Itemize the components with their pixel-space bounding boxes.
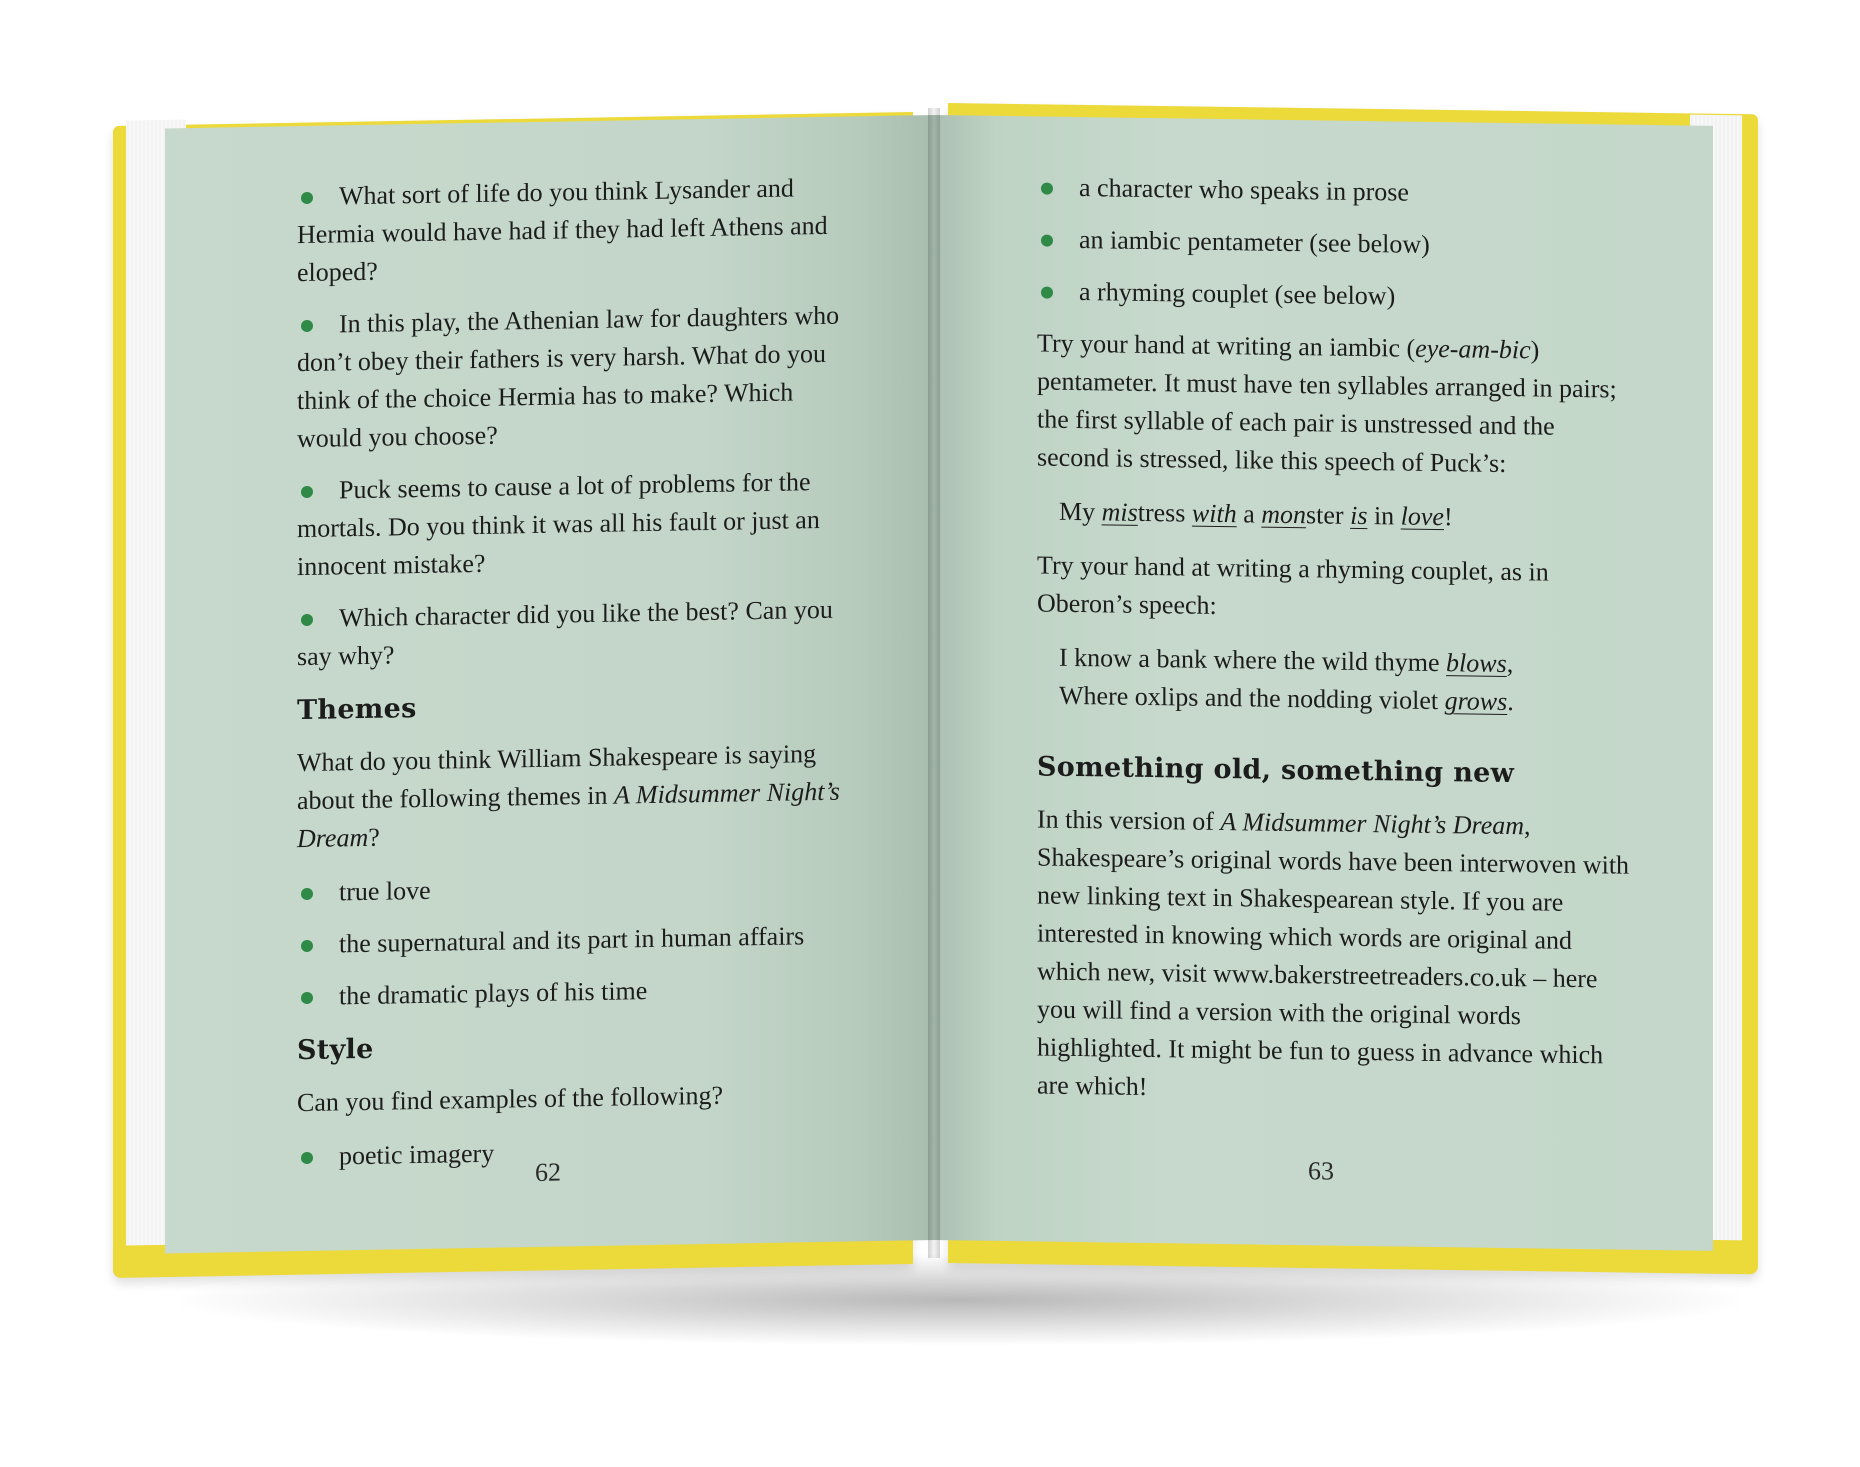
list-item: What sort of life do you think Lysander and Hermia would have had if they had left Athens and eloped?	[297, 173, 828, 288]
quote-line: I know a bank where the wild thyme blows,	[1059, 642, 1514, 679]
list-item: a character who speaks in prose	[1037, 168, 1633, 214]
list-item: true love	[297, 865, 840, 912]
bullet-icon	[1041, 183, 1053, 195]
bullet-icon	[301, 614, 313, 626]
oberon-quote	[1059, 639, 1633, 723]
page-number: 62	[535, 1157, 561, 1187]
style-heading: Style	[297, 1033, 374, 1067]
iambic-paragraph: Try your hand at writing an iambic (eye-am-bic) pentameter. It must have ten syllables arranged in pairs; the first syllable of each pair is unstressed and the second is stressed, like this speech of Puck’s:	[1037, 328, 1617, 479]
page-number: 63	[1308, 1156, 1334, 1186]
list-item: the dramatic plays of his time	[297, 969, 840, 1016]
list-item: In this play, the Athenian law for daughters who don’t obey their fathers is very harsh. What do you think of the choice Hermia has to make? Which would you choose?	[297, 300, 840, 454]
quote-line: Where oxlips and the nodding violet grows.	[1059, 680, 1514, 717]
right-page	[933, 115, 1713, 1251]
list-item: the supernatural and its part in human affairs	[297, 917, 840, 964]
left-page	[165, 115, 935, 1253]
list-item: a rhyming couplet (see below)	[1037, 272, 1633, 318]
bullet-icon	[301, 940, 313, 952]
style-list-right	[1037, 168, 1633, 318]
discussion-questions	[297, 169, 840, 676]
bullet-icon	[301, 992, 313, 1004]
bullet-icon	[301, 1152, 313, 1164]
list-item: an iambic pentameter (see below)	[1037, 220, 1633, 266]
bullet-icon	[301, 486, 313, 498]
list-item: Which character did you like the best? Can you say why?	[297, 594, 833, 672]
style-list-left	[297, 1129, 840, 1176]
book-gutter	[928, 108, 940, 1258]
themes-intro: What do you think William Shakespeare is saying about the following themes in A Midsummer Night’s Dream?	[297, 739, 840, 854]
list-item: Puck seems to cause a lot of problems for the mortals. Do you think it was all his fault or just an innocent mistake?	[297, 467, 820, 582]
bullet-icon	[301, 192, 313, 204]
bullet-icon	[301, 320, 313, 332]
couplet-intro: Try your hand at writing a rhyming couplet, as in Oberon’s speech:	[1037, 550, 1549, 620]
bullet-icon	[1041, 235, 1053, 247]
puck-quote: My mistress with a monster is in love!	[1059, 496, 1453, 532]
bullet-icon	[1041, 287, 1053, 299]
something-old-heading: Something old, something new	[1037, 751, 1515, 790]
themes-list	[297, 865, 840, 1016]
themes-heading: Themes	[297, 693, 417, 727]
version-paragraph: In this version of A Midsummer Night’s Dream, Shakespeare’s original words have been interwoven with new linking text in Shakespearean style. If you are interested in knowing which words are original and which new, visit www.bakerstreetreaders.co.uk – here you will find a version with the original words highlighted. It might be fun to guess in advance which are which!	[1037, 804, 1630, 1101]
list-item: poetic imagery	[297, 1129, 840, 1176]
style-intro: Can you find examples of the following?	[297, 1080, 724, 1118]
bullet-icon	[301, 888, 313, 900]
